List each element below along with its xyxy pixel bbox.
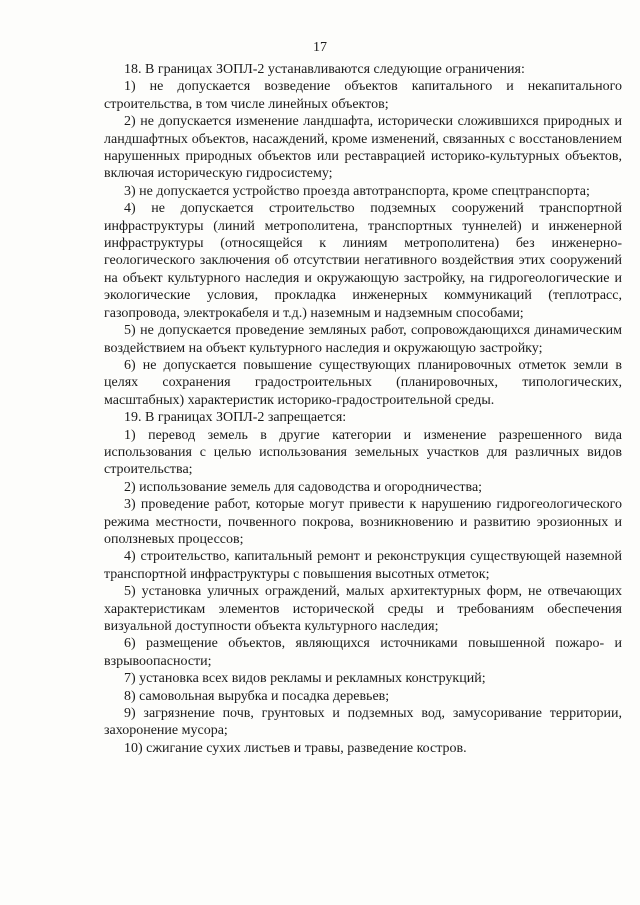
list-item: 3) проведение работ, которые могут привести к нарушению гидрогеологического режима местности, почвенного покрова, возникновению и развитию эрозионных и оползневых процессов;: [104, 497, 622, 547]
section-heading-18: 18. В границах ЗОПЛ-2 устанавливаются следующие ограничения:: [124, 62, 525, 77]
list-item: 1) перевод земель в другие категории и изменение разрешенного вида использования с целью использования земельных участков для различных видов строительства;: [104, 427, 622, 478]
list-item: 8) самовольная вырубка и посадка деревьев;: [124, 688, 390, 704]
document-body: [104, 61, 622, 757]
list-item: 5) установка уличных ограждений, малых архитектурных форм, не отвечающих характеристикам элементов исторической среды и требованиям обеспечения визуальной доступности объекта культурного наследия;: [104, 584, 622, 634]
list-item: 10) сжигание сухих листьев и травы, разведение костров.: [124, 740, 467, 756]
list-item: 2) не допускается изменение ландшафта, исторически сложившихся природных и ландшафтных объектов, насаждений, кроме изменений, связанных с восстановлением нарушенных природных объектов или реставрацией историко-культурных объектов, включая историческую гидросистему;: [104, 114, 622, 182]
list-item: 6) размещение объектов, являющихся источниками повышенной пожаро- и взрывоопасности;: [104, 636, 622, 669]
section-heading-19: 19. В границах ЗОПЛ-2 запрещается:: [124, 410, 347, 426]
list-item: 6) не допускается повышение существующих планировочных отметок земли в целях сохранения градостроительных (планировочных, типологических, масштабных) характеристик историко-градостроительной среды.: [104, 357, 622, 408]
list-item: 9) загрязнение почв, грунтовых и подземных вод, замусоривание территории, захоронение мусора;: [104, 706, 622, 739]
page-number: 17: [313, 40, 327, 55]
list-item: 5) не допускается проведение земляных работ, сопровождающихся динамическим воздействием на объект культурного наследия и окружающую застройку;: [104, 323, 622, 356]
list-item: 4) строительство, капитальный ремонт и реконструкция существующей наземной транспортной инфраструктуры с повышения высотных отметок;: [104, 549, 622, 582]
list-item: 4) не допускается строительство подземных сооружений транспортной инфраструктуры (линий метрополитена, транспортных туннелей) и инженерной инфраструктуры (относящейся к линиям метрополитена) без инженерно-геологического заключения об отсутствии негативного воздействия этих сооружений на объект культурного наследия и окружающую застройку, на гидрогеологические и экологические условия, прокладка инженерных коммуникаций (теплотрасс, газопровода, электрокабеля и т.д.) наземным и надземным способами;: [104, 201, 622, 321]
list-item: 7) установка всех видов рекламы и рекламных конструкций;: [124, 671, 486, 687]
list-item: 1) не допускается возведение объектов капитального и некапитального строительства, в том числе линейных объектов;: [104, 79, 622, 112]
list-item: 2) использование земель для садоводства и огородничества;: [124, 479, 483, 495]
list-item: 3) не допускается устройство проезда автотранспорта, кроме спецтранспорта;: [124, 183, 590, 199]
